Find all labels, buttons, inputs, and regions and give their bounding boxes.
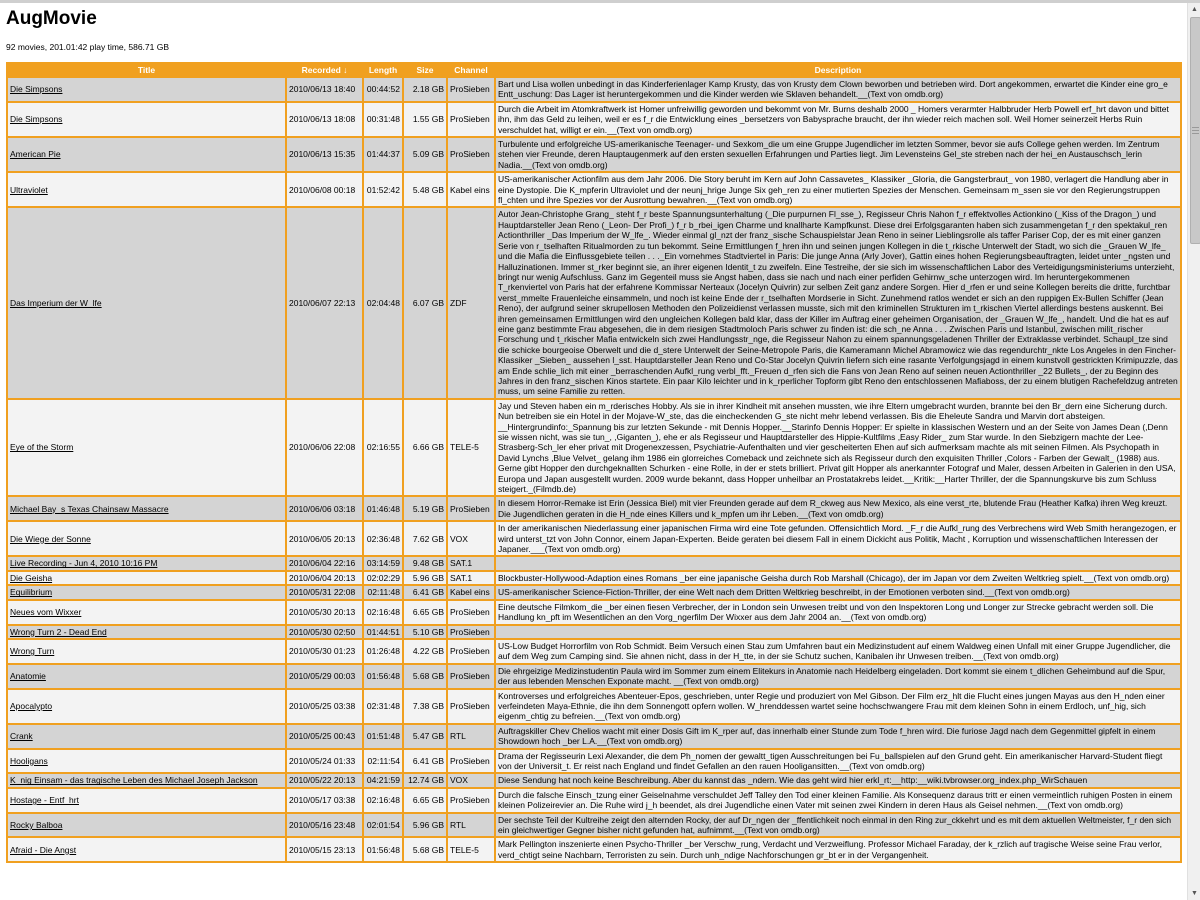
scroll-down-arrow-icon[interactable]: ▼	[1191, 890, 1198, 897]
recorded-date: 2010/06/13 18:40	[287, 78, 362, 101]
movie-description	[496, 557, 1180, 569]
channel-name: ProSieben	[448, 640, 494, 663]
title-cell	[8, 586, 285, 598]
column-header-description[interactable]: Description	[496, 64, 1180, 76]
title-cell	[8, 400, 285, 496]
movie-title-link[interactable]: Die Simpsons	[10, 84, 63, 95]
movie-description: Blockbuster-Hollywood-Adaption eines Romans _ber eine japanische Geisha durch Rob Marshall (Chicago), der im Japan vor dem Zweiten Weltkrieg spielt.__(Text von omdb.org)	[496, 572, 1180, 584]
table-row	[8, 690, 1180, 723]
movie-description: Kontroverses und erfolgreiches Abenteuer-Epos, geschrieben, unter Regie und produziert von Mel Gibson. Der Film erz_hlt die Flucht eines jungen Mayas aus den H_nden einer verfeindeten Maya-Ethnie, die ihn dem Sonnengott opfern wollen. W_hrenddessen wartet seine hochschwangere Frau mit dem kleinen Sohn in einem Erdloch, unf_hig, sich eigenm_chtig zu befreien.__(Text von omdb.org)	[496, 690, 1180, 723]
table-row	[8, 838, 1180, 861]
file-size: 1.55 GB	[404, 103, 446, 136]
channel-name: RTL	[448, 814, 494, 837]
title-cell	[8, 774, 285, 786]
play-length: 00:31:48	[364, 103, 402, 136]
movie-description: US-Low Budget Horrorfilm von Rob Schmidt. Beim Versuch einen Stau zum Umfahren baut ein Medizinstudent auf einem Waldweg einen Unfall mit einer Gruppe Jugendlicher, die auf dem Weg zum Camping sind. Sie ahnen nicht, dass in der H_tte, in der sie Schutz suchen, Kanibalen ihr Unwesen treiben.__(Text von omdb.org)	[496, 640, 1180, 663]
file-size: 9.48 GB	[404, 557, 446, 569]
file-size: 5.09 GB	[404, 138, 446, 171]
table-row	[8, 586, 1180, 598]
recorded-date: 2010/05/22 20:13	[287, 774, 362, 786]
movie-title-link[interactable]: Eye of the Storm	[10, 442, 74, 453]
file-size: 5.68 GB	[404, 665, 446, 688]
movie-title-link[interactable]: Afraid - Die Angst	[10, 844, 77, 855]
file-size: 5.47 GB	[404, 725, 446, 748]
play-length: 01:26:48	[364, 640, 402, 663]
title-cell	[8, 665, 285, 688]
movie-title-link[interactable]: Das Imperium der W_lfe	[10, 297, 102, 308]
play-length: 02:11:54	[364, 750, 402, 773]
movie-description: Autor Jean-Christophe Grang_ steht f_r beste Spannungsunterhaltung (_Die purpurnen Fl_sse_), Regisseur Chris Nahon f_r effektvolles Actionkino (_Kiss of the Dragon_) und Hauptdarsteller Jean Reno (_Leon- Der Profi_) f_r b_rbei_igen Charme und knallharte Kampfkunst. Diese drei Erfolgsgaranten haben sich zusammengetan f_r den spektakul_ren Actionthriller _Das Imperium der W_lfe_. Wieder einmal gl_nzt der franz_sische Schauspielstar Jean Reno in seiner Lieblingsrolle als taffer Pariser Cop, der es mit einer ganzen Serie von r_tselhaften Ritualmorden zu tun bekommt. Seine Ermittlungen f_hren ihn und seinen jungen Kollegen in die t_rkische Unterwelt der Stadt, wo sich die _Grauen W_lfe_ und die Mafia die Einflussgebiete teilen . . ._Ein vornehmes Stadtviertel in Paris: Die junge Anna (Arly Jover), Gattin eines hohen Regierungsbeauftragten, leidet unter _ngsten und Halluzinationen. Immer st_rker beginnt sie, an ihrer eigenen Identit_t zu zweifeln. Eine Testreihe, der sie sich im wissenschaftlichen Labor des Verteidigungsministeriums unterzieht, bringt nur wenig Aufschluss. Ganz im Gegenteil muss sie Angst haben, dass sie nach und nach einer perfiden Gehirnw_sche unterzogen wird. Im heruntergekommenen T_rkenviertel von Paris hat der erfahrene Kommissar Nerteaux (Jocelyn Quivrin) zur selben Zeit ganz andere Sorgen. Hier d_rfen er und seine Kollegen bereits die dritte, furchtbar verst_mmelte Frauenleiche einsammeln, und noch ist keine Ende der r_tselhaften Mordserie in Sicht. Zunehmend ratlos wendet er sich an den ruppigen Ex-Bullen Schiffer (Jean Reno), der aufgrund seiner skrupellosen Methoden den Polizeidienst verlassen musste, sich mit den kriminellen Strukturen im t_rkischen Viertel allerdings bestens auskennt. Bei ihren gemeinsamen Ermittlungen wird den ungleichen Kollegen bald klar, dass der Killer im Auftrag einer geheimen Organisation, der _Grauen W_lfe_, handelt. Und die hat es auf eine ganz bestimmte Frau abgesehen, die in dem riesigen Stadtmoloch Paris schwer zu finden ist: die sch_ne Anna . . . Zwischen Paris und Istanbul, zwischen milit_rischer Forschung und t_rkischer Mafia entwickeln sich zwei Handlungsstr_nge, die Regisseur Nahon zu einem spannungsgeladenen Thriller der Extraklasse verbindet. Schaupl_tze sind die schicke bourgeoise Oberwelt und die d_stere Unterwelt der Seine-Metropole Paris, die Kameramann Michel Abramowicz wie das regendurchtr_nkte Los Angeles in den Fincher-Klassiker _Sieben_ aussehen l_sst. Hauptdarsteller Jean Reno und Co-Star Jocelyn Quivrin liefern sich eine rasante Verfolgungsjagd in einem kunstvoll gestrickten Krimipuzzle, das am Ende schlie_lich mit einer _berraschenden Aufkl_rung verbl_fft._Freuen d_rfen sich die Fans von Jean Reno auf seinen neuen Actionthriller _22 Bullets_, der zu Beginn des Jahres in den franz_sischen Kinos startete. Ein paar Kilo leichter und in k_rperlicher Topform gibt Reno den entschlossenen Mafiaboss, der zu einem blutigen Rachefeldzug antreten muss, um seine Familie zu retten.	[496, 208, 1180, 397]
movie-title-link[interactable]: Apocalypto	[10, 700, 53, 711]
scrollbar-thumb[interactable]	[1190, 17, 1200, 244]
title-cell	[8, 640, 285, 663]
play-length: 01:52:42	[364, 173, 402, 206]
table-row	[8, 572, 1180, 584]
movie-title-link[interactable]: American Pie	[10, 149, 61, 160]
file-size: 6.65 GB	[404, 601, 446, 624]
table-row	[8, 789, 1180, 812]
play-length: 02:04:48	[364, 208, 402, 397]
channel-name: ProSieben	[448, 626, 494, 638]
movie-description: Mark Pellington inszenierte einen Psycho-Thriller _ber Verschw_rung, Verdacht und Verzweiflung. Professor Michael Faraday, der k_rzlich auf tragische Weise seine Frau verlor, verd_chtigt seine Nachbarn, Terroristen zu sein. Durch unh_ndige Nachforschungen gr_bt er in der Vergangenheit.	[496, 838, 1180, 861]
title-cell	[8, 138, 285, 171]
play-length: 02:16:48	[364, 601, 402, 624]
title-cell	[8, 750, 285, 773]
recorded-date: 2010/05/25 00:43	[287, 725, 362, 748]
recorded-date: 2010/05/30 02:50	[287, 626, 362, 638]
channel-name: ZDF	[448, 208, 494, 397]
movie-description: In diesem Horror-Remake ist Erin (Jessica Biel) mit vier Freunden gerade auf dem R_ckweg aus New Mexico, als eine verst_rte, blutende Frau (Heather Kafka) ihren Weg kreuzt. Die Jugendlichen geraten in die H_nde eines Killers und k_mpfen um ihr Leben.__(Text von omdb.org)	[496, 497, 1180, 520]
scrollbar-grip	[1192, 127, 1199, 128]
movie-table	[6, 62, 1182, 863]
play-length: 02:16:55	[364, 400, 402, 496]
movie-description: Auftragskiller Chev Chelios wacht mit einer Dosis Gift im K_rper auf, das innerhalb einer Stunde zum Tode f_hren wird. Die furiose Jagd nach dem Gegenmittel gipfelt in einem Showdown hoch _ber L.A.__(Text von omdb.org)	[496, 725, 1180, 748]
movie-title-link[interactable]: Wrong Turn 2 - Dead End	[10, 626, 107, 637]
column-header-size[interactable]: Size	[404, 64, 446, 76]
column-header-title[interactable]: Title	[8, 64, 285, 76]
table-row	[8, 497, 1180, 520]
play-length: 01:56:48	[364, 838, 402, 861]
recorded-date: 2010/05/25 03:38	[287, 690, 362, 723]
recorded-date: 2010/05/17 03:38	[287, 789, 362, 812]
table-row	[8, 173, 1180, 206]
recorded-date: 2010/05/31 22:08	[287, 586, 362, 598]
movie-description: Drama der Regisseurin Lexi Alexander, die dem Ph_nomen der gewaltt_tigen Ausschreitungen bei Fu_ballspielen auf den Grund geht. Ein amerikanischer Harvard-Student fliegt von der Universit_t. Er reist nach England und findet Gefallen an den rauen Hooligansitten.__(Text von omdb.org)	[496, 750, 1180, 773]
title-cell	[8, 690, 285, 723]
play-length: 00:44:52	[364, 78, 402, 101]
recorded-date: 2010/06/04 20:13	[287, 572, 362, 584]
channel-name: TELE-5	[448, 400, 494, 496]
channel-name: Kabel eins	[448, 173, 494, 206]
recorded-date: 2010/06/13 15:35	[287, 138, 362, 171]
table-header-row	[8, 64, 1180, 76]
table-row	[8, 626, 1180, 638]
table-row	[8, 557, 1180, 569]
recorded-date: 2010/06/13 18:08	[287, 103, 362, 136]
recorded-date: 2010/05/30 01:23	[287, 640, 362, 663]
library-summary: 92 movies, 201.01:42 play time, 586.71 GB	[6, 42, 170, 52]
channel-name: ProSieben	[448, 103, 494, 136]
title-cell	[8, 789, 285, 812]
title-cell	[8, 497, 285, 520]
recorded-date: 2010/05/30 20:13	[287, 601, 362, 624]
channel-name: ProSieben	[448, 497, 494, 520]
movie-description: Durch die falsche Einsch_tzung einer Geiselnahme verschuldet Jeff Talley den Tod einer kleinen Familie. Als Konsequenz daraus tritt er einen vermeintlich ruhigen Posten in einem kleinen Polizeirevier an. Die Ruhe wird j_h beendet, als drei Jugendliche einen Vater mit seinen zwei Kindern in deren Haus als Geisel nehmen.__(Text von omdb.org)	[496, 789, 1180, 812]
table-row	[8, 78, 1180, 101]
title-cell	[8, 522, 285, 555]
scrollbar-grip	[1192, 133, 1199, 134]
movie-description: Diese Sendung hat noch keine Beschreibung. Aber du kannst das _ndern. Wie das geht wird hier erkl_rt:__http:__wiki.tvbrowser.org_index.php_WirSchauen	[496, 774, 1180, 786]
recorded-date: 2010/05/24 01:33	[287, 750, 362, 773]
movie-description: Turbulente und erfolgreiche US-amerikanische Teenager- und Sexkom_die um eine Gruppe Jugendlicher im letzten Sommer, bevor sie aufs College gehen werden. Im Zentrum stehen vier Freunde, deren Hauptaugenmerk auf den ersten sexuellen Erfahrungen und Parties liegt. Jim Levensteins Gel_ste streben nach der hei_en Austauschsch_lerin Nadia.__(Text von omdb.org)	[496, 138, 1180, 171]
movie-description: Eine deutsche Filmkom_die _ber einen fiesen Verbrecher, der in London sein Unwesen treibt und von den Inspektoren Long und Longer zur Strecke gebracht werden soll. Die Handlung kn_pft im Wesentlichen an den Vorg_ngerfilm Der Wixxer aus dem Jahr 2004 an.__(Text von omdb.org)	[496, 601, 1180, 624]
recorded-date: 2010/05/15 23:13	[287, 838, 362, 861]
title-cell	[8, 78, 285, 101]
title-cell	[8, 572, 285, 584]
table-row	[8, 400, 1180, 496]
scrollbar-grip	[1192, 130, 1199, 131]
file-size: 7.38 GB	[404, 690, 446, 723]
table-row	[8, 750, 1180, 773]
movie-description: Der sechste Teil der Kultreihe zeigt den alternden Rocky, der auf Dr_ngen der _ffentlichkeit noch einmal in den Ring zur_ckkehrt und es mit dem aktuellen Weltmeister, f_r den sich ein gleichwertiger Gegner bisher nicht gefunden hat, aufnimmt.__(Text von omdb.org)	[496, 814, 1180, 837]
channel-name: VOX	[448, 522, 494, 555]
file-size: 6.41 GB	[404, 586, 446, 598]
play-length: 02:31:48	[364, 690, 402, 723]
channel-name: ProSieben	[448, 78, 494, 101]
table-row	[8, 103, 1180, 136]
file-size: 6.41 GB	[404, 750, 446, 773]
page-title: AugMovie	[6, 8, 97, 29]
channel-name: ProSieben	[448, 601, 494, 624]
title-cell	[8, 626, 285, 638]
table-row	[8, 640, 1180, 663]
recorded-date: 2010/06/06 22:08	[287, 400, 362, 496]
table-row	[8, 208, 1180, 397]
title-cell	[8, 173, 285, 206]
channel-name: Kabel eins	[448, 586, 494, 598]
movie-title-link[interactable]: Ultraviolet	[10, 184, 48, 195]
recorded-date: 2010/05/16 23:48	[287, 814, 362, 837]
play-length: 01:44:37	[364, 138, 402, 171]
movie-description: Die ehrgeizige Medizinstudentin Paula wird im Sommer zum einem Elitekurs in Anatomie nach Heidelberg eingeladen. Dort kommt sie einem t_dlichen Geheimbund auf die Spur, der aus lebenden Menschen Exponate macht. __(Text von omdb.org)	[496, 665, 1180, 688]
movie-title-link[interactable]: Die Wiege der Sonne	[10, 533, 91, 544]
scroll-up-arrow-icon[interactable]: ▲	[1191, 6, 1198, 13]
title-cell	[8, 725, 285, 748]
file-size: 6.66 GB	[404, 400, 446, 496]
file-size: 6.07 GB	[404, 208, 446, 397]
movie-title-link[interactable]: Neues vom Wixxer	[10, 606, 82, 617]
table-row	[8, 522, 1180, 555]
channel-name: TELE-5	[448, 838, 494, 861]
movie-description: Bart und Lisa wollen unbedingt in das Kinderferienlager Kamp Krusty, das von Krusty dem Clown beworben und betrieben wird. Dort angekommen, erwartet die Kinder eine gro_e Entt_uschung: Das Lager ist heruntergekommen und die Kinder werden wie Sklaven behandelt.__(Text von omdb.org)	[496, 78, 1180, 101]
movie-description	[496, 626, 1180, 638]
play-length: 02:11:48	[364, 586, 402, 598]
file-size: 4.22 GB	[404, 640, 446, 663]
channel-name: ProSieben	[448, 138, 494, 171]
column-header-length[interactable]: Length	[364, 64, 402, 76]
file-size: 2.18 GB	[404, 78, 446, 101]
title-cell	[8, 103, 285, 136]
table-row	[8, 665, 1180, 688]
vertical-scrollbar[interactable]	[1187, 3, 1200, 900]
movie-title-link[interactable]: Rocky Balboa	[10, 819, 63, 830]
movie-title-link[interactable]: Michael Bay_s Texas Chainsaw Massacre	[10, 503, 169, 514]
file-size: 7.62 GB	[404, 522, 446, 555]
recorded-date: 2010/06/07 22:13	[287, 208, 362, 397]
play-length: 02:02:29	[364, 572, 402, 584]
movie-description: US-amerikanischer Actionfilm aus dem Jahr 2006. Die Story beruht im Kern auf John Cassavetes_ Klassiker _Gloria, die Gangsterbraut_ von 1980, verlagert die Handlung aber in eine Dystopie. Die K_mpferin Ultraviolet und der neunj_hrige Junge Six geh_ren zu einer mutierten Spezies der Menschen. Gemeinsam m_ssen sie vor den Regierungstruppen fl_chten und ihre Spezies vor der Ausrottung bewahren.__(Text von omdb.org)	[496, 173, 1180, 206]
movie-description: Jay und Steven haben ein m_rderisches Hobby. Als sie in ihrer Kindheit mit ansehen mussten, wie ihre Eltern umgebracht wurden, brannte bei den Br_dern eine Sicherung durch. Nun betreiben sie ein Hotel in der Mojave-W_ste, das die eincheckenden G_ste nicht mehr lebend verlassen. Bis die Eheleute Sandra und Marvin dort absteigen. __Hintergrundinfo:_Spannung bis zur letzten Sekunde - mit Dennis Hopper.__Starinfo Dennis Hopper: Er spielte in klassischen Western und an der Seite von James Dean (,Denn sie wissen nicht, was sie tun_, ,Giganten_), ehe er als Regisseur und Hauptdarsteller des Hippie-Kultfilms ,Easy Rider_ zum Star wurde. In den Siebzigern machte der Lee-Strasberg-Sch_ler eher privat mit Drogenexzessen, Psychiatrie-Aufenthalten und vier gescheiterten Ehen auf sich aufmerksam machte als mit seinen Filmen. Als Psychopath in David Lynchs ,Blue Velvet_ gelang ihm 1986 ein glorreiches Comeback und zeichnete sich als Regisseur durch den exquisiten Thriller ,Colors - Farben der Gewalt_ (1988) aus. Gerne gibt Hopper den durchgeknallten Schurken - eine Rolle, in der er stets brilliert. Privat gilt Hopper als anerkannter Fotograf und Maler, dessen Arbeiten in Galerien in den USA, Europa und Japan ausgestellt wurden. 2009 wurde bekannt, dass Hopper unheilbar an Prostatakrebs leidet.__Kritik:__Harter Thriller, der die Spannungskurve bis zum Schluss steigert._(Filmdb.de)	[496, 400, 1180, 496]
channel-name: ProSieben	[448, 665, 494, 688]
column-header-recorded[interactable]: Recorded ↓	[287, 64, 362, 76]
title-cell	[8, 601, 285, 624]
table-row	[8, 774, 1180, 786]
channel-name: ProSieben	[448, 690, 494, 723]
title-cell	[8, 557, 285, 569]
table-row	[8, 814, 1180, 837]
channel-name: VOX	[448, 774, 494, 786]
movie-title-link[interactable]: Die Geisha	[10, 572, 53, 583]
table-row	[8, 138, 1180, 171]
movie-table-body	[8, 78, 1180, 861]
channel-name: ProSieben	[448, 750, 494, 773]
title-cell	[8, 208, 285, 397]
file-size: 5.96 GB	[404, 572, 446, 584]
movie-title-link[interactable]: Wrong Turn	[10, 646, 55, 657]
channel-name: SAT.1	[448, 572, 494, 584]
movie-description: Durch die Arbeit im Atomkraftwerk ist Homer unfreiwillig geworden und bekommt von Mr. Burns deshalb 2000 _ Homers verarmter Halbbruder Herb Powell erf_hrt davon und bittet ihn, ihm das Geld zu leihen, weil er es f_r die Entwicklung eines _bersetzers von Babysprache braucht, der ihn wieder reich machen soll. Weil Homer seinerzeit Herbs Ruin verschuldet hat, willigt er ein.__(Text von omdb.org)	[496, 103, 1180, 136]
channel-name: RTL	[448, 725, 494, 748]
recorded-date: 2010/06/05 20:13	[287, 522, 362, 555]
recorded-date: 2010/05/29 00:03	[287, 665, 362, 688]
movie-description: In der amerikanischen Niederlassung einer japanischen Firma wird eine Tote gefunden. Offensichtlich Mord. _F_r die Aufkl_rung des Verbrechens wird Web Smith herangezogen, er wird unterst_tzt von John Connor, einem Japan-Experten. Beide geraten bei diesem Fall in einem Dickicht aus Politik, Macht , Korruption und wissenschaftlichen Interessen der Japaner.___(Text von omdb.org)	[496, 522, 1180, 555]
column-header-channel[interactable]: Channel	[448, 64, 494, 76]
play-length: 02:01:54	[364, 814, 402, 837]
play-length: 01:44:51	[364, 626, 402, 638]
channel-name: ProSieben	[448, 789, 494, 812]
table-row	[8, 725, 1180, 748]
play-length: 02:16:48	[364, 789, 402, 812]
movie-title-link[interactable]: Die Simpsons	[10, 114, 63, 125]
file-size: 6.65 GB	[404, 789, 446, 812]
recorded-date: 2010/06/08 00:18	[287, 173, 362, 206]
file-size: 5.10 GB	[404, 626, 446, 638]
movie-title-link[interactable]: Equilibrium	[10, 587, 53, 598]
movie-title-link[interactable]: Hooligans	[10, 755, 48, 766]
movie-title-link[interactable]: Live Recording - Jun 4, 2010 10:16 PM	[10, 558, 158, 569]
play-length: 01:51:48	[364, 725, 402, 748]
channel-name: SAT.1	[448, 557, 494, 569]
movie-title-link[interactable]: K_nig Einsam - das tragische Leben des Michael Joseph Jackson	[10, 775, 258, 786]
recorded-date: 2010/06/04 22:16	[287, 557, 362, 569]
play-length: 01:46:48	[364, 497, 402, 520]
title-cell	[8, 814, 285, 837]
play-length: 03:14:59	[364, 557, 402, 569]
file-size: 5.96 GB	[404, 814, 446, 837]
play-length: 02:36:48	[364, 522, 402, 555]
file-size: 5.19 GB	[404, 497, 446, 520]
file-size: 5.48 GB	[404, 173, 446, 206]
movie-title-link[interactable]: Crank	[10, 730, 33, 741]
movie-title-link[interactable]: Hostage - Entf_hrt	[10, 794, 79, 805]
table-row	[8, 601, 1180, 624]
play-length: 04:21:59	[364, 774, 402, 786]
recorded-date: 2010/06/06 03:18	[287, 497, 362, 520]
file-size: 12.74 GB	[404, 774, 446, 786]
movie-title-link[interactable]: Anatomie	[10, 670, 46, 681]
movie-description: US-amerikanischer Science-Fiction-Thriller, der eine Welt nach dem Dritten Weltkrieg beschreibt, in der Emotionen verboten sind.__(Text von omdb.org)	[496, 586, 1180, 598]
play-length: 01:56:48	[364, 665, 402, 688]
file-size: 5.68 GB	[404, 838, 446, 861]
title-cell	[8, 838, 285, 861]
